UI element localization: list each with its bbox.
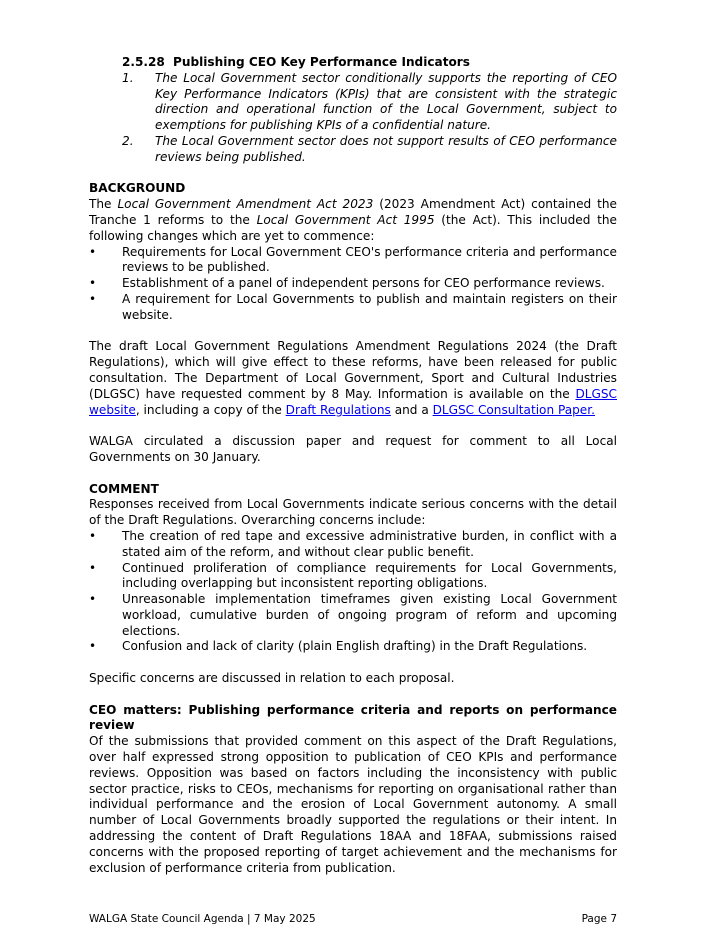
list-item: • Confusion and lack of clarity (plain English drafting) in the Draft Regulations. <box>89 639 617 655</box>
background-heading: BACKGROUND <box>89 181 186 196</box>
bullet-icon <box>89 529 122 545</box>
specific-concerns-paragraph: Specific concerns are discussed in relation to each proposal. <box>89 671 455 686</box>
ceo-matters-subheading: CEO matters: Publishing performance criteria and reports on performance review <box>89 702 617 733</box>
section-title-text: Publishing CEO Key Performance Indicators <box>173 55 470 69</box>
act-1995-title: Local Government Act 1995 <box>256 212 435 227</box>
bullet-icon <box>89 561 122 577</box>
comment-heading: COMMENT <box>89 481 159 496</box>
recommendation-number: 2. <box>122 133 134 148</box>
list-item: • Continued proliferation of compliance requirements for Local Governments, including overlapping but inconsistent reporting obligations. <box>89 561 617 593</box>
list-item: • Unreasonable implementation timeframes given existing Local Government workload, cumulative burden of ongoing program of reform and upcoming elections. <box>89 592 617 639</box>
document-page <box>89 55 617 876</box>
list-item: • The creation of red tape and excessive administrative burden, in conflict with a stated aim of the reform, and without clear public benefit. <box>89 529 617 561</box>
background-intro: The Local Government Amendment Act 2023 (2023 Amendment Act) contained the Tranche 1 reforms to the Local Government Act 1995 (the Act). This included the following changes which are yet to commence: <box>89 197 617 243</box>
draft-regulations-link[interactable]: Draft Regulations <box>285 402 391 417</box>
consultation-paper-link[interactable]: DLGSC Consultation Paper. <box>432 402 595 417</box>
recommendation-1 <box>89 71 617 134</box>
comment-intro: Responses received from Local Governments indicate serious concerns with the detail of the Draft Regulations. Overarching concerns include: <box>89 497 617 528</box>
bullet-icon <box>89 592 122 608</box>
list-item: • A requirement for Local Governments to publish and maintain registers on their website. <box>89 292 617 324</box>
bullet-icon <box>89 292 122 308</box>
section-number: 2.5.28 <box>122 55 165 69</box>
list-item: • Requirements for Local Government CEO's performance criteria and performance reviews to be published. <box>89 245 617 277</box>
footer-agenda-label: WALGA State Council Agenda | 7 May 2025 <box>89 913 316 925</box>
act-2023-title: Local Government Amendment Act 2023 <box>117 197 374 212</box>
section-title <box>122 55 617 71</box>
recommendation-text: The Local Government sector does not support results of CEO performance reviews being published. <box>155 133 617 164</box>
draft-regulations-paragraph: The draft Local Government Regulations Amendment Regulations 2024 (the Draft Regulations), which will give effect to these reforms, have been released for public consultation. The Department of Local Government, Sport and Cultural Industries (DLGSC) have requested comment by 8 May. Information is available on the DLGSC website, including a copy of the Draft Regulations and a DLGSC Consultation Paper. <box>89 339 617 417</box>
bullet-icon <box>89 639 122 655</box>
walga-circulated-paragraph: WALGA circulated a discussion paper and request for comment to all Local Governments on 30 January. <box>89 434 617 464</box>
bullet-icon <box>89 276 122 292</box>
recommendation-number: 1. <box>122 70 134 85</box>
recommendation-text: The Local Government sector conditionally supports the reporting of CEO Key Performance Indicators (KPIs) that are consistent with the strategic direction and operational function of the Local Government, subject to exemptions for publishing KPIs of a confidential nature. <box>155 70 617 133</box>
dlgsc-website-link[interactable]: DLGSC website <box>89 386 617 417</box>
bullet-icon <box>89 245 122 261</box>
list-item: • Establishment of a panel of independent persons for CEO performance reviews. <box>89 276 617 292</box>
recommendation-2 <box>89 134 617 166</box>
page-number: Page 7 <box>581 913 617 925</box>
ceo-matters-paragraph: Of the submissions that provided comment on this aspect of the Draft Regulations, over half expressed strong opposition to publication of CEO KPIs and performance reviews. Opposition was based on factors including the inconsistency with public sector practice, risks to CEOs, mechanisms for reporting on organisational rather than individual performance and the erosion of Local Government autonomy. A small number of Local Governments broadly supported the regulations or their intent. In addressing the content of Draft Regulations 18AA and 18FAA, submissions raised concerns with the proposed reporting of target achievement and the mechanisms for exclusion of performance criteria from publication. <box>89 734 617 875</box>
